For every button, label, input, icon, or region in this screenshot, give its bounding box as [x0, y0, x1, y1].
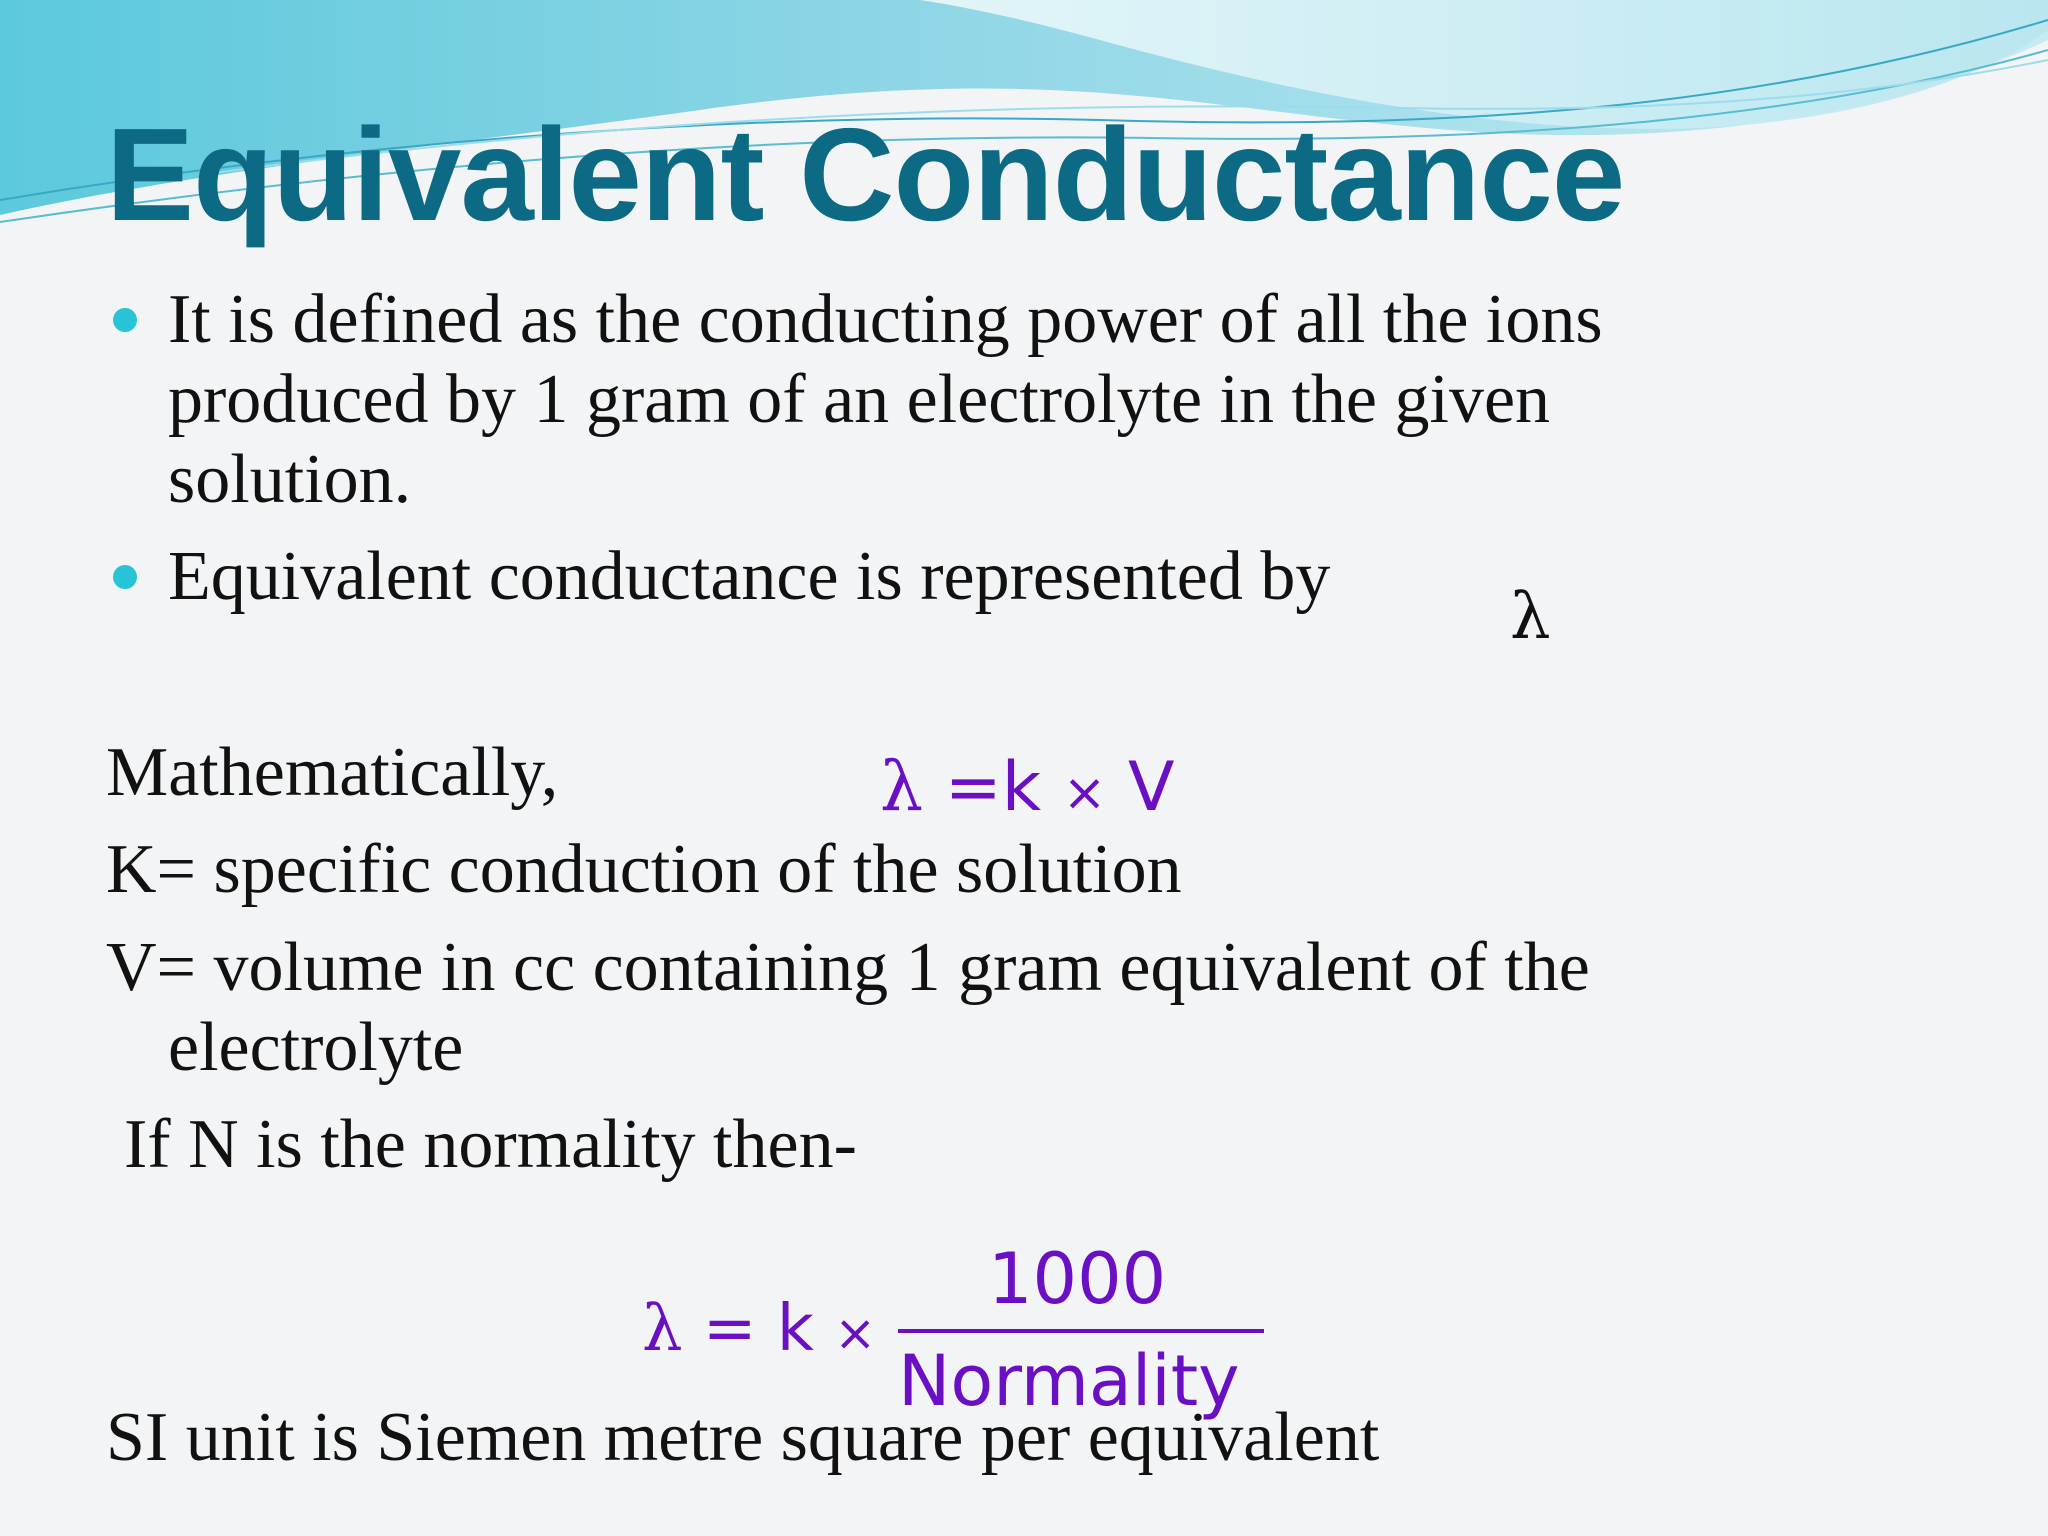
formula1-times: ×: [1062, 763, 1107, 823]
lambda-symbol: λ: [1510, 580, 1551, 654]
fraction-denominator: Normality: [898, 1340, 1240, 1422]
formula1-lambda: λ: [880, 748, 924, 827]
k-definition: K= specific conduction of the solution: [106, 831, 1182, 908]
fraction-bar: [898, 1329, 1264, 1333]
v-definition-line-2: electrolyte: [168, 1009, 464, 1086]
formula-lambda-kv: [880, 748, 1174, 827]
formula2-equals: =: [702, 1292, 757, 1366]
v-definition-line-1: V= volume in cc containing 1 gram equivalent of the: [106, 929, 1590, 1006]
formula2-k: k: [776, 1292, 814, 1366]
bullet-1-line-3: solution.: [168, 441, 412, 518]
mathematically-label: Mathematically,: [106, 734, 559, 811]
normality-line: If N is the normality then-: [124, 1106, 857, 1183]
bullet-1-line-1: It is defined as the conducting power of all the ions: [168, 281, 1603, 358]
formula2-times: ×: [834, 1304, 877, 1362]
bullet-1-line-2: produced by 1 gram of an electrolyte in the given: [168, 361, 1551, 438]
bullet-2-line-1: Equivalent conductance is represented by: [168, 538, 1331, 615]
bullet-marker: [113, 308, 137, 332]
bullet-marker: [113, 565, 137, 589]
fraction-numerator: 1000: [988, 1238, 1167, 1320]
formula2-lambda: λ: [642, 1292, 683, 1366]
slide-title: Equivalent Conductance: [106, 101, 1625, 248]
formula-lambda-k-prefix: [642, 1292, 876, 1366]
si-unit-line: SI unit is Siemen metre square per equivalent: [106, 1399, 1380, 1476]
formula1-equals: =: [944, 748, 1002, 827]
formula1-v: V: [1127, 748, 1175, 827]
formula1-k: k: [1001, 748, 1042, 827]
